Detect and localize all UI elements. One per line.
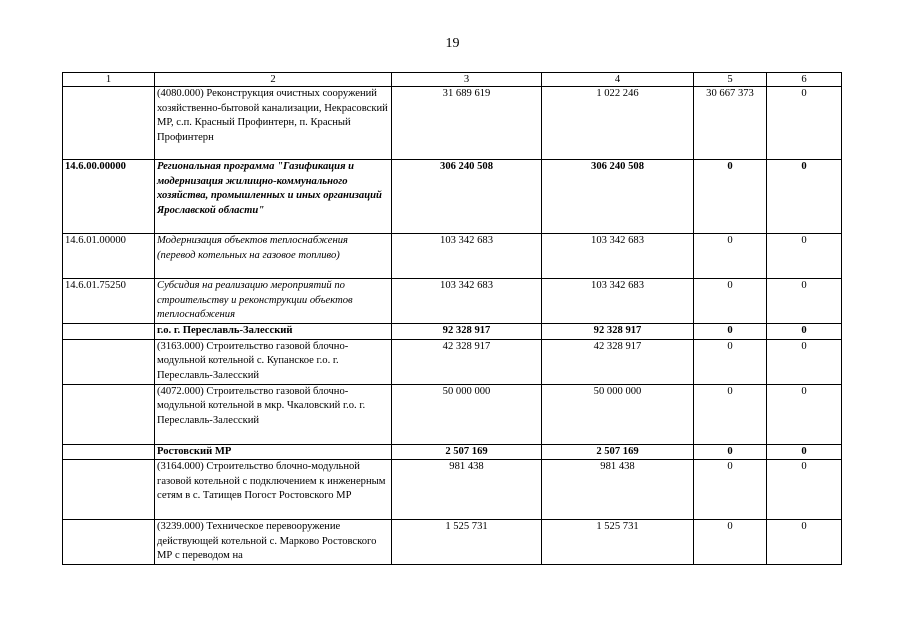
column-header: 6	[767, 73, 842, 87]
row-value-col5: 0	[694, 460, 767, 520]
row-value-col3: 31 689 619	[392, 87, 542, 160]
page-number: 19	[445, 36, 460, 51]
row-value-col4: 981 438	[542, 460, 694, 520]
row-code	[63, 339, 155, 384]
row-value-col5: 0	[694, 279, 767, 324]
row-name: Субсидия на реализацию мероприятий по строительству и реконструкции объектов теплоснабжения	[155, 279, 392, 324]
table-row	[63, 444, 842, 460]
row-code	[63, 87, 155, 160]
row-name: Ростовский МР	[155, 444, 392, 460]
column-header: 4	[542, 73, 694, 87]
row-name: Региональная программа "Газификация и модернизация жилищно-коммунального хозяйства, промышленных и иных организаций Ярославской области"	[155, 160, 392, 234]
row-value-col3: 2 507 169	[392, 444, 542, 460]
row-value-col5: 0	[694, 324, 767, 340]
row-value-col6: 0	[767, 160, 842, 234]
row-value-col6: 0	[767, 460, 842, 520]
row-value-col6: 0	[767, 444, 842, 460]
row-name: Модернизация объектов теплоснабжения (перевод котельных на газовое топливо)	[155, 234, 392, 279]
row-value-col6: 0	[767, 87, 842, 160]
row-value-col4: 50 000 000	[542, 384, 694, 444]
row-value-col3: 306 240 508	[392, 160, 542, 234]
table-row	[63, 520, 842, 565]
row-code	[63, 324, 155, 340]
column-header: 2	[155, 73, 392, 87]
row-value-col6: 0	[767, 339, 842, 384]
table-row	[63, 460, 842, 520]
table-row	[63, 384, 842, 444]
row-value-col6: 0	[767, 520, 842, 565]
row-value-col3: 1 525 731	[392, 520, 542, 565]
column-header: 1	[63, 73, 155, 87]
table-row	[63, 324, 842, 340]
row-code: 14.6.01.00000	[63, 234, 155, 279]
row-value-col3: 50 000 000	[392, 384, 542, 444]
row-name: (3163.000) Строительство газовой блочно-модульной котельной с. Купанское г.о. г. Переславль-Залесский	[155, 339, 392, 384]
row-code: 14.6.01.75250	[63, 279, 155, 324]
row-name: г.о. г. Переславль-Залесский	[155, 324, 392, 340]
row-value-col4: 92 328 917	[542, 324, 694, 340]
row-value-col4: 42 328 917	[542, 339, 694, 384]
row-name: (3239.000) Техническое перевооружение действующей котельной с. Марково Ростовского МР с переводом на	[155, 520, 392, 565]
row-value-col5: 30 667 373	[694, 87, 767, 160]
row-value-col6: 0	[767, 384, 842, 444]
table-row	[63, 160, 842, 234]
row-name: (4080.000) Реконструкция очистных сооружений хозяйственно-бытовой канализации, Некрасовский МР, с.п. Красный Профинтерн, п. Красный Профинтерн	[155, 87, 392, 160]
row-value-col4: 306 240 508	[542, 160, 694, 234]
budget-table	[62, 72, 842, 565]
column-header: 3	[392, 73, 542, 87]
row-value-col5: 0	[694, 234, 767, 279]
row-value-col3: 42 328 917	[392, 339, 542, 384]
row-value-col3: 103 342 683	[392, 279, 542, 324]
table-row	[63, 339, 842, 384]
column-number-row	[63, 73, 842, 87]
column-header: 5	[694, 73, 767, 87]
row-value-col4: 1 022 246	[542, 87, 694, 160]
row-code	[63, 460, 155, 520]
row-value-col6: 0	[767, 234, 842, 279]
row-value-col4: 1 525 731	[542, 520, 694, 565]
row-value-col3: 103 342 683	[392, 234, 542, 279]
row-code	[63, 384, 155, 444]
row-value-col3: 981 438	[392, 460, 542, 520]
row-value-col5: 0	[694, 339, 767, 384]
row-value-col4: 2 507 169	[542, 444, 694, 460]
row-value-col3: 92 328 917	[392, 324, 542, 340]
row-name: (3164.000) Строительство блочно-модульной газовой котельной с подключением к инженерным сетям в с. Татищев Погост Ростовского МР	[155, 460, 392, 520]
row-value-col5: 0	[694, 384, 767, 444]
row-value-col4: 103 342 683	[542, 234, 694, 279]
row-code	[63, 520, 155, 565]
row-value-col5: 0	[694, 520, 767, 565]
table-row	[63, 279, 842, 324]
row-value-col5: 0	[694, 444, 767, 460]
row-value-col6: 0	[767, 324, 842, 340]
table-row	[63, 234, 842, 279]
row-code: 14.6.00.00000	[63, 160, 155, 234]
row-value-col4: 103 342 683	[542, 279, 694, 324]
row-code	[63, 444, 155, 460]
row-name: (4072.000) Строительство газовой блочно-модульной котельной в мкр. Чкаловский г.о. г. Переславль-Залесский	[155, 384, 392, 444]
row-value-col5: 0	[694, 160, 767, 234]
table-row	[63, 87, 842, 160]
row-value-col6: 0	[767, 279, 842, 324]
